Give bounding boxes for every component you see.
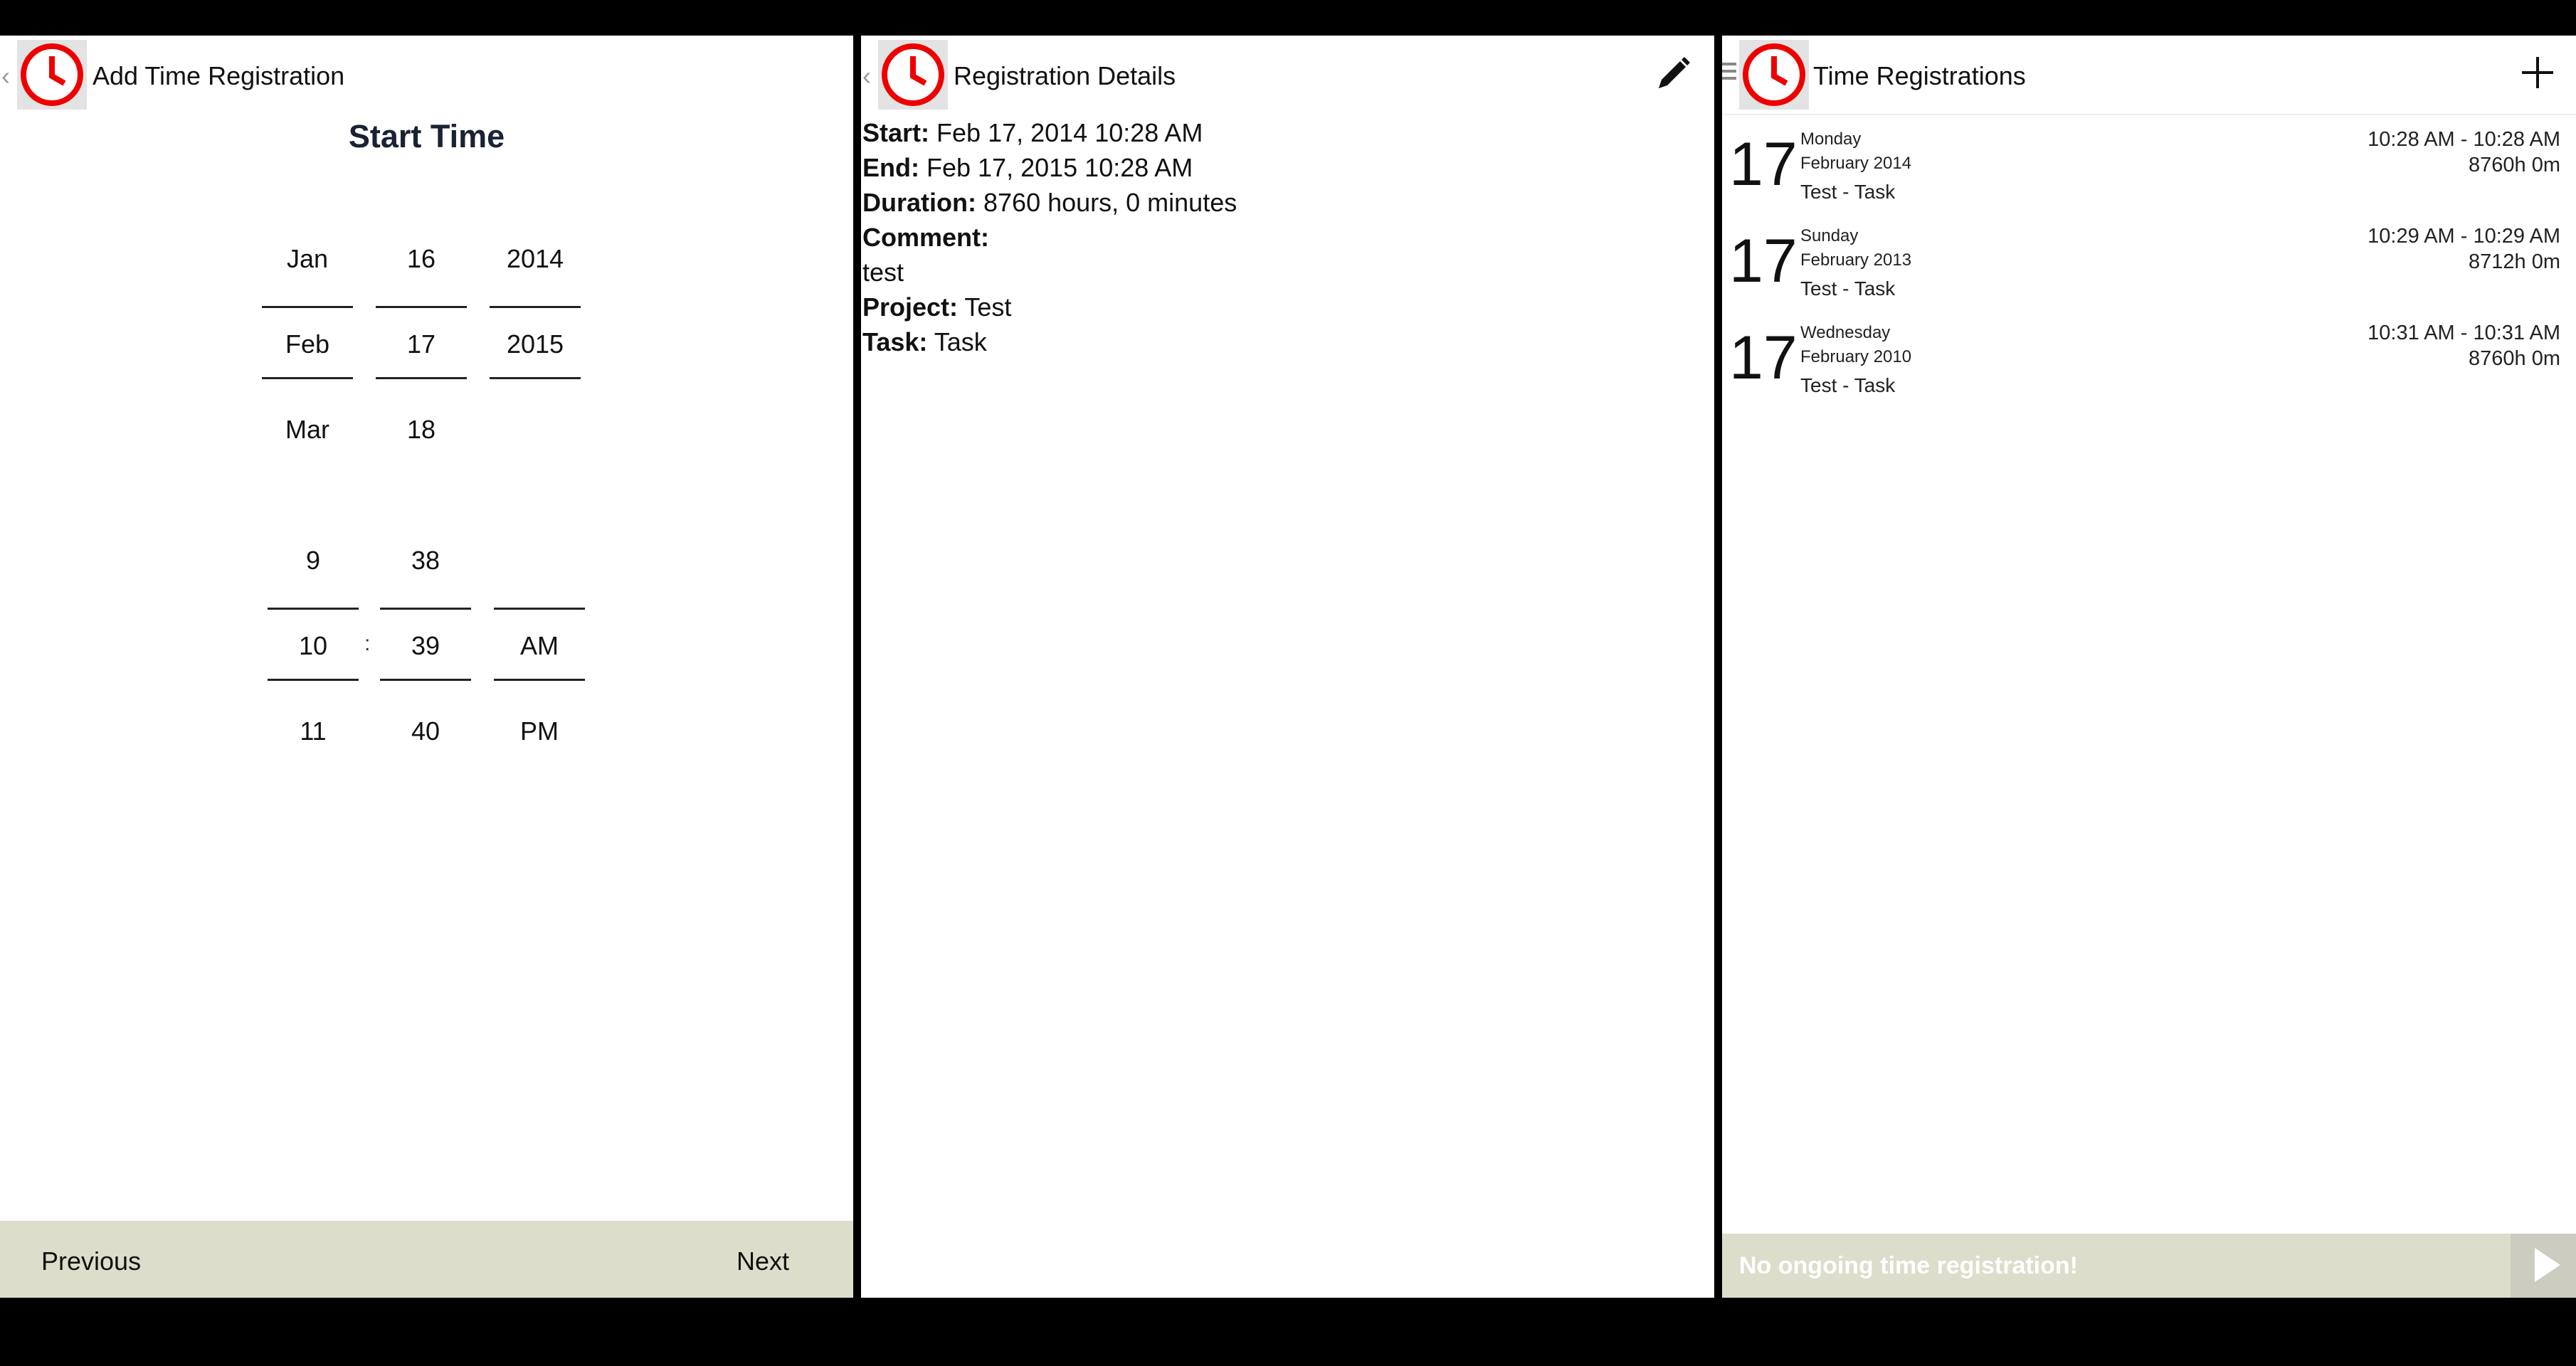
- project-label: Project:: [862, 292, 959, 322]
- picker-selected-value[interactable]: Feb: [285, 329, 330, 359]
- picker-divider: [376, 377, 467, 379]
- picker-value[interactable]: [490, 387, 581, 472]
- add-time-registration-panel: [0, 36, 853, 1298]
- entry-time-range: 10:28 AM - 10:28 AM: [2368, 128, 2560, 151]
- year-picker[interactable]: [490, 216, 581, 472]
- up-caret-icon: ‹: [862, 61, 871, 90]
- previous-button[interactable]: Previous: [41, 1246, 142, 1276]
- duration-value: 8760 hours, 0 minutes: [983, 188, 1237, 217]
- entry-day: 17: [1729, 227, 1798, 295]
- page-title: Add Time Registration: [93, 61, 345, 90]
- entry-project-task: Test - Task: [1800, 374, 1896, 396]
- picker-value[interactable]: Mar: [285, 415, 329, 444]
- picker-value[interactable]: 16: [406, 244, 436, 273]
- end-value: Feb 17, 2015 10:28 AM: [927, 153, 1193, 182]
- comment-label-row: [862, 223, 989, 253]
- picker-value[interactable]: [494, 518, 585, 603]
- minute-picker[interactable]: [380, 518, 471, 774]
- entry-duration: 8712h 0m: [2469, 250, 2560, 273]
- entry-weekday: Monday: [1800, 129, 1862, 149]
- time-registrations-panel: [1722, 36, 2576, 1298]
- picker-value[interactable]: 18: [406, 415, 436, 444]
- app-logo-icon[interactable]: [17, 40, 87, 110]
- play-icon: [2525, 1244, 2567, 1286]
- duration-label: Duration:: [862, 188, 976, 217]
- next-button[interactable]: Next: [736, 1246, 789, 1276]
- entry-time-range: 10:31 AM - 10:31 AM: [2368, 322, 2560, 344]
- time-separator: :: [364, 632, 371, 655]
- entry-project-task: Test - Task: [1800, 277, 1896, 300]
- wizard-footer: [0, 1221, 853, 1298]
- entry-month-year: February 2013: [1800, 250, 1912, 270]
- picker-value[interactable]: 40: [411, 716, 440, 746]
- start-value: Feb 17, 2014 10:28 AM: [936, 118, 1203, 147]
- action-bar: [861, 36, 1714, 115]
- action-bar: [1722, 36, 2576, 115]
- entry-day: 17: [1729, 130, 1798, 198]
- task-row: [862, 327, 987, 357]
- duration-row: [862, 188, 1237, 218]
- entry-month-year: February 2014: [1800, 154, 1912, 173]
- entry-time-range: 10:29 AM - 10:29 AM: [2368, 225, 2560, 248]
- picker-selected-value[interactable]: 2015: [506, 329, 564, 359]
- picker-divider: [494, 679, 585, 681]
- task-value: Task: [934, 327, 987, 356]
- section-title: Start Time: [348, 118, 505, 154]
- task-label: Task:: [862, 327, 928, 356]
- picker-divider: [380, 679, 471, 681]
- entry-project-task: Test - Task: [1800, 181, 1896, 203]
- picker-selected-value[interactable]: 10: [298, 631, 328, 660]
- day-picker[interactable]: [376, 216, 467, 472]
- ampm-picker[interactable]: [494, 518, 585, 774]
- list-item[interactable]: [1722, 124, 2576, 221]
- picker-value[interactable]: 9: [305, 546, 321, 575]
- picker-value[interactable]: 11: [300, 716, 327, 746]
- picker-value[interactable]: 38: [411, 546, 440, 575]
- list-item[interactable]: [1722, 221, 2576, 317]
- start-label: Start:: [862, 118, 930, 147]
- project-row: [862, 292, 1011, 322]
- page-title: Registration Details: [954, 61, 1176, 90]
- menu-icon[interactable]: [1722, 63, 1736, 81]
- play-button[interactable]: [2511, 1234, 2576, 1298]
- app-logo-icon[interactable]: [878, 40, 948, 110]
- status-bar: [1722, 1234, 2576, 1298]
- picker-value[interactable]: 2014: [506, 244, 564, 273]
- picker-value[interactable]: Jan: [286, 244, 329, 273]
- pencil-icon[interactable]: [1653, 54, 1693, 94]
- month-picker[interactable]: [262, 216, 353, 472]
- picker-divider: [268, 679, 359, 681]
- page-title: Time Registrations: [1813, 61, 2026, 90]
- registration-details-panel: [861, 36, 1714, 1298]
- entry-day: 17: [1729, 324, 1798, 392]
- project-value: Test: [964, 292, 1012, 322]
- picker-selected-value[interactable]: AM: [520, 631, 559, 660]
- entry-weekday: Wednesday: [1800, 323, 1891, 342]
- picker-selected-value[interactable]: 39: [411, 631, 440, 660]
- end-row: [862, 153, 1193, 183]
- picker-divider: [490, 377, 581, 379]
- entry-weekday: Sunday: [1800, 226, 1859, 245]
- up-caret-icon: ‹: [1, 61, 10, 90]
- comment-value: test: [862, 258, 904, 287]
- status-text: No ongoing time registration!: [1739, 1252, 2078, 1279]
- entry-duration: 8760h 0m: [2469, 347, 2560, 370]
- header-divider: [1722, 114, 2576, 115]
- action-bar: [0, 36, 853, 115]
- hour-picker[interactable]: [268, 518, 359, 774]
- plus-icon[interactable]: [2519, 54, 2556, 91]
- entry-duration: 8760h 0m: [2469, 154, 2560, 176]
- entry-month-year: February 2010: [1800, 347, 1912, 366]
- app-logo-icon[interactable]: [1739, 40, 1809, 110]
- end-label: End:: [862, 153, 919, 182]
- start-row: [862, 118, 1203, 148]
- comment-label: Comment:: [862, 223, 989, 252]
- picker-divider: [262, 377, 353, 379]
- picker-value[interactable]: PM: [520, 716, 559, 746]
- picker-selected-value[interactable]: 17: [406, 329, 436, 359]
- list-item[interactable]: [1722, 317, 2576, 414]
